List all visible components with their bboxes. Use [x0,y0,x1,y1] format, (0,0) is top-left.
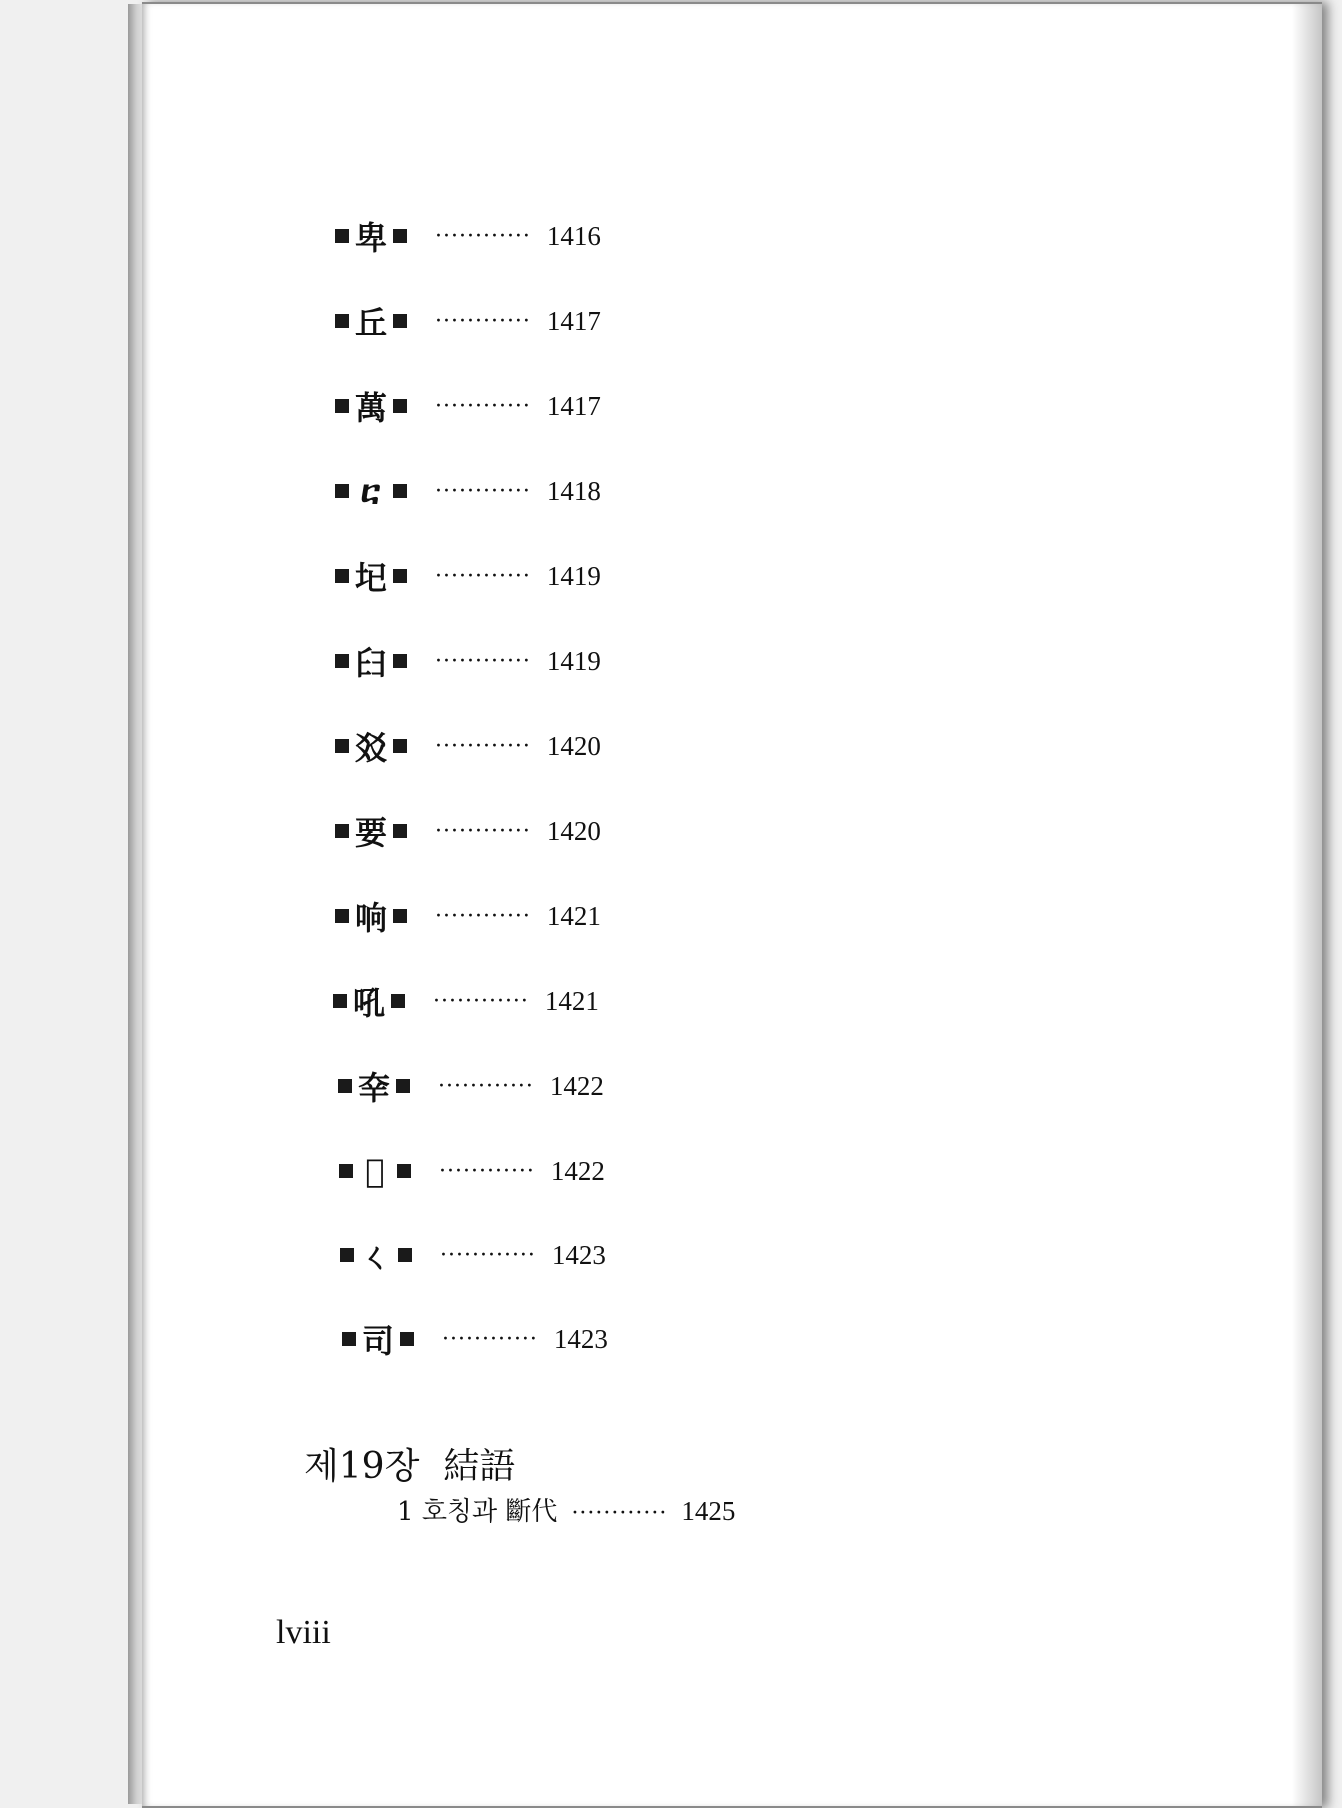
entry-glyph: ⴀ [360,472,382,510]
entry-glyph: 𡉏 [354,559,387,597]
black-square-icon [396,1079,410,1093]
page-number: 1423 [551,1239,606,1270]
section-entry [397,1491,735,1528]
toc-entry [338,1319,608,1359]
chapter-title: 結語 [443,1446,516,1487]
leader-dots: ············ [435,733,531,759]
leader-dots: ············ [571,1501,668,1526]
chapter-heading [304,1438,515,1489]
toc-entry [334,1066,604,1106]
black-square-icon [398,1248,412,1262]
black-square-icon [400,1332,414,1346]
toc-entry [331,641,601,681]
black-square-icon [393,569,407,583]
black-square-icon [335,569,349,583]
leader-dots: ············ [435,903,531,929]
toc-entry [331,216,601,256]
black-square-icon [391,994,405,1008]
black-square-icon [335,654,349,668]
black-square-icon [335,739,349,753]
section-title: 호칭과 斷代 [421,1497,558,1527]
toc-entry [329,981,599,1021]
black-square-icon [335,399,349,413]
leader-dots: ············ [435,563,531,589]
entry-glyph: 要 [354,814,387,852]
black-square-icon [342,1332,356,1346]
entry-glyph: 吼 [352,984,385,1022]
black-square-icon [335,824,349,838]
page-number: 1422 [549,1070,604,1101]
page-number: 1418 [546,475,601,506]
section-number: 1 [397,1497,414,1527]
black-square-icon [333,994,347,1008]
leader-dots: ············ [435,393,531,419]
toc-entry [335,1151,605,1191]
toc-entry [331,301,601,341]
leader-dots: ············ [440,1242,536,1268]
entry-glyph: 㚔 [357,1069,390,1107]
black-square-icon [335,229,349,243]
page-number: 1416 [546,220,601,251]
black-square-icon [393,909,407,923]
entry-glyph: 卑 [354,219,387,257]
black-square-icon [335,909,349,923]
black-square-icon [393,824,407,838]
black-square-icon [397,1164,411,1178]
black-square-icon [338,1079,352,1093]
leader-dots: ············ [435,223,531,249]
entry-glyph: 响 [354,899,387,937]
page-number: 1417 [546,390,601,421]
entry-glyph: 司 [361,1322,394,1360]
leader-dots: ············ [435,648,531,674]
page-number: 1421 [546,900,601,931]
book-page [142,2,1322,1808]
folio-page-number: lviii [276,1614,331,1651]
entry-glyph: 𦥑 [354,644,387,682]
page-number: 1422 [550,1155,605,1186]
leader-dots: ············ [442,1326,538,1352]
toc-entry [331,386,601,426]
black-square-icon [335,484,349,498]
entry-glyph: 𨼀 [365,1152,385,1190]
black-square-icon [340,1248,354,1262]
leader-dots: ············ [435,818,531,844]
toc-entry [331,896,601,936]
toc-entry [331,726,601,766]
chapter-number: 제19장 [304,1446,420,1487]
black-square-icon [335,314,349,328]
page-number: 1420 [546,815,601,846]
entry-glyph: 丘 [354,304,387,342]
page-number: 1421 [544,985,599,1016]
toc-entry [331,471,601,511]
entry-glyph: ㄑ [359,1238,392,1276]
black-square-icon [393,739,407,753]
leader-dots: ············ [433,988,529,1014]
entry-glyph: 萬 [354,389,387,427]
toc-entry [331,556,601,596]
page-number: 1420 [546,730,601,761]
page-number: 1419 [546,560,601,591]
black-square-icon [339,1164,353,1178]
page-number: 1425 [681,1496,736,1526]
entry-glyph: 㸚 [354,729,387,767]
black-square-icon [393,484,407,498]
leader-dots: ············ [435,308,531,334]
leader-dots: ············ [435,478,531,504]
toc-entry [331,811,601,851]
black-square-icon [393,229,407,243]
leader-dots: ············ [439,1158,535,1184]
page-number: 1423 [553,1323,608,1354]
black-square-icon [393,314,407,328]
toc-entry [336,1235,606,1275]
page-number: 1417 [546,305,601,336]
book-spine [128,4,142,1804]
page-number: 1419 [546,645,601,676]
leader-dots: ············ [438,1073,534,1099]
black-square-icon [393,654,407,668]
black-square-icon [393,399,407,413]
